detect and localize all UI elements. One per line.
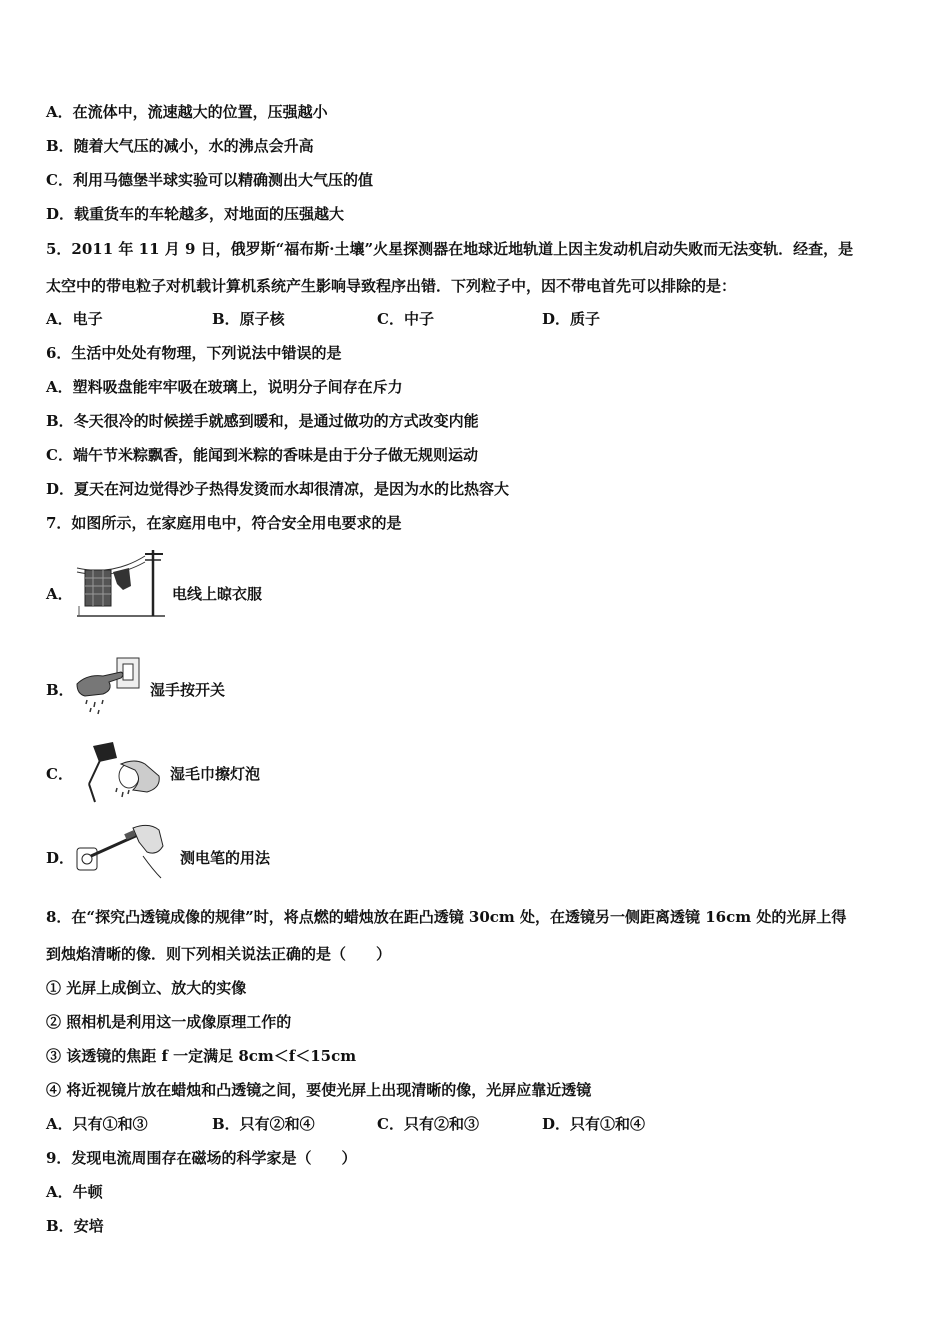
q5-option-c: C．中子: [377, 310, 434, 328]
q8-statement-1: ① 光屏上成倒立、放大的实像: [46, 979, 247, 997]
q7-stem: 7．如图所示，在家庭用电中，符合安全用电要求的是: [46, 514, 402, 532]
q4-option-c: C．利用马德堡半球实验可以精确测出大气压的值: [46, 171, 373, 189]
q8-statement-4: ④ 将近视镜片放在蜡烛和凸透镜之间，要使光屏上出现清晰的像，光屏应靠近透镜: [46, 1081, 592, 1099]
q5-option-a: A．电子: [46, 310, 103, 328]
q6-stem: 6．生活中处处有物理，下列说法中错误的是: [46, 344, 342, 362]
q5-stem-line1: 5．2011 年 11 月 9 日，俄罗斯“福布斯·土壤”火星探测器在地球近地轨道上因主发动机启动失败而无法变轨．经查，是: [46, 240, 854, 258]
q4-option-d: D．载重货车的车轮越多，对地面的压强越大: [46, 205, 345, 223]
q7-option-a-caption: 电线上晾衣服: [172, 585, 263, 603]
q8-option-a: A．只有①和③: [46, 1115, 148, 1133]
q6-option-b: B．冬天很冷的时候搓手就感到暖和，是通过做功的方式改变内能: [46, 412, 479, 430]
q8-statement-2: ② 照相机是利用这一成像原理工作的: [46, 1013, 292, 1031]
q5-stem-line2: 太空中的带电粒子对机载计算机系统产生影响导致程序出错．下列粒子中，因不带电首先可以排除的是：: [46, 277, 737, 295]
q8-option-d: D．只有①和④: [542, 1115, 646, 1133]
q5-option-d: D．质子: [542, 310, 601, 328]
q4-option-a: A．在流体中，流速越大的位置，压强越小: [46, 103, 328, 121]
q9-option-b: B．安培: [46, 1217, 104, 1235]
q8-option-c: C．只有②和③: [377, 1115, 479, 1133]
q8-stem-line2: 到烛焰清晰的像．则下列相关说法正确的是（ ）: [46, 945, 392, 963]
q4-option-b: B．随着大气压的减小，水的沸点会升高: [46, 137, 314, 155]
q7-option-d-letter: D．: [46, 849, 75, 867]
q8-stem-line1: 8．在“探究凸透镜成像的规律”时，将点燃的蜡烛放在距凸透镜 30cm 处，在透镜另一侧距离透镜 16cm 处的光屏上得: [46, 908, 847, 926]
q9-option-a: A．牛顿: [46, 1183, 103, 1201]
wet-hand-switch-icon: [73, 654, 145, 720]
q7-option-c-caption: 湿毛巾擦灯泡: [170, 765, 261, 783]
test-pen-usage-icon: [73, 820, 169, 882]
q6-option-c: C．端午节米粽飘香，能闻到米粽的香味是由于分子做无规则运动: [46, 446, 478, 464]
q6-option-a: A．塑料吸盘能牢牢吸在玻璃上，说明分子间存在斥力: [46, 378, 403, 396]
wet-towel-lamp-icon: [73, 740, 169, 806]
q7-option-b-caption: 湿手按开关: [150, 681, 226, 699]
clothes-on-power-line-icon: [73, 546, 169, 622]
q8-option-b: B．只有②和④: [212, 1115, 315, 1133]
q7-option-d-caption: 测电笔的用法: [180, 849, 271, 867]
q6-option-d: D．夏天在河边觉得沙子热得发烫而水却很清凉，是因为水的比热容大: [46, 480, 510, 498]
q7-option-b-letter: B．: [46, 681, 74, 699]
q9-stem: 9．发现电流周围存在磁场的科学家是（ ）: [46, 1149, 357, 1167]
q5-option-b: B．原子核: [212, 310, 285, 328]
q7-option-c-letter: C．: [46, 765, 73, 783]
q8-statement-3: ③ 该透镜的焦距 f 一定满足 8cm＜f＜15cm: [46, 1047, 357, 1065]
q7-option-a-letter: A．: [46, 585, 73, 603]
